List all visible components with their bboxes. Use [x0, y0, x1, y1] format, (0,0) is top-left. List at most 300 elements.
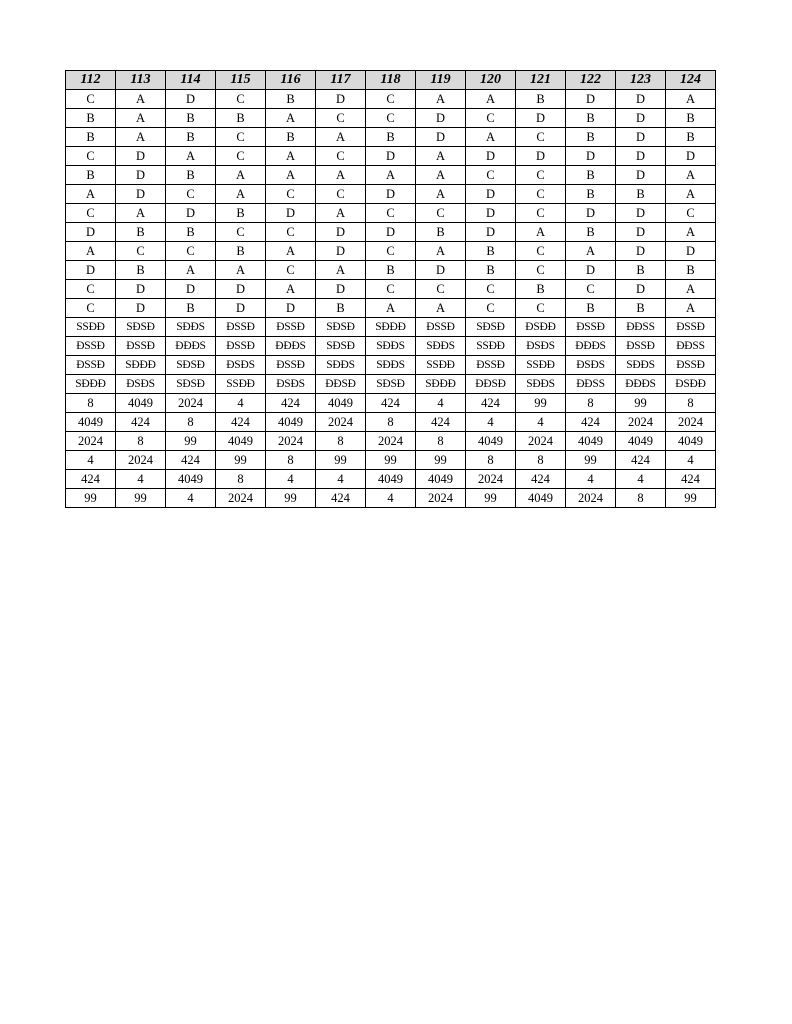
exam-code-header: 123 — [616, 71, 666, 90]
answer-cell: A — [366, 299, 416, 318]
answer-key-body — [66, 90, 716, 508]
answer-cell: D — [616, 147, 666, 166]
answer-cell: D — [616, 242, 666, 261]
answer-cell: A — [666, 185, 716, 204]
answer-cell: D — [416, 109, 466, 128]
answer-cell: ĐĐSS — [616, 318, 666, 337]
exam-code-header: 115 — [216, 71, 266, 90]
table-row — [66, 489, 716, 508]
answer-cell: 4049 — [416, 470, 466, 489]
answer-cell: A — [116, 90, 166, 109]
answer-cell: 2024 — [366, 432, 416, 451]
answer-cell: 99 — [666, 489, 716, 508]
answer-cell: B — [566, 185, 616, 204]
answer-cell: SĐSĐ — [166, 375, 216, 394]
answer-cell: D — [366, 223, 416, 242]
answer-cell: A — [416, 147, 466, 166]
answer-cell: 424 — [566, 413, 616, 432]
answer-cell: B — [416, 223, 466, 242]
answer-cell: B — [566, 166, 616, 185]
answer-cell: D — [516, 147, 566, 166]
answer-cell: B — [616, 185, 666, 204]
answer-cell: 2024 — [566, 489, 616, 508]
answer-cell: A — [66, 242, 116, 261]
answer-cell: C — [66, 280, 116, 299]
answer-cell: ĐĐĐS — [266, 337, 316, 356]
answer-cell: D — [416, 128, 466, 147]
answer-cell: C — [216, 147, 266, 166]
answer-cell: A — [666, 299, 716, 318]
answer-cell: 2024 — [616, 413, 666, 432]
answer-cell: 4 — [166, 489, 216, 508]
answer-cell: A — [116, 109, 166, 128]
answer-cell: B — [166, 299, 216, 318]
answer-cell: 99 — [566, 451, 616, 470]
answer-cell: A — [466, 90, 516, 109]
answer-cell: 4 — [516, 413, 566, 432]
answer-cell: 4 — [616, 470, 666, 489]
answer-cell: B — [566, 128, 616, 147]
answer-cell: A — [316, 166, 366, 185]
table-row — [66, 413, 716, 432]
answer-cell: D — [466, 223, 516, 242]
answer-cell: 8 — [566, 394, 616, 413]
answer-cell: D — [616, 223, 666, 242]
answer-cell: C — [66, 90, 116, 109]
answer-cell: A — [166, 261, 216, 280]
answer-cell: SĐĐS — [416, 337, 466, 356]
answer-cell: D — [316, 242, 366, 261]
answer-cell: D — [616, 204, 666, 223]
answer-cell: D — [166, 204, 216, 223]
answer-cell: B — [266, 128, 316, 147]
answer-cell: D — [116, 280, 166, 299]
answer-cell: 2024 — [316, 413, 366, 432]
answer-cell: A — [516, 223, 566, 242]
answer-cell: A — [266, 280, 316, 299]
answer-cell: B — [216, 109, 266, 128]
answer-cell: 99 — [66, 489, 116, 508]
answer-cell: D — [366, 147, 416, 166]
answer-cell: D — [616, 128, 666, 147]
exam-code-header: 121 — [516, 71, 566, 90]
answer-cell: ĐĐSĐ — [466, 375, 516, 394]
answer-cell: D — [416, 261, 466, 280]
answer-cell: A — [166, 147, 216, 166]
answer-cell: 4049 — [566, 432, 616, 451]
answer-cell: B — [166, 223, 216, 242]
answer-cell: C — [66, 147, 116, 166]
table-row — [66, 204, 716, 223]
answer-cell: C — [266, 185, 316, 204]
answer-cell: C — [366, 280, 416, 299]
answer-key-header — [66, 71, 716, 90]
answer-cell: ĐSSĐ — [66, 337, 116, 356]
exam-code-header: 116 — [266, 71, 316, 90]
answer-cell: A — [116, 204, 166, 223]
table-row — [66, 261, 716, 280]
answer-cell: B — [116, 223, 166, 242]
answer-cell: C — [516, 242, 566, 261]
answer-cell: D — [566, 261, 616, 280]
answer-cell: ĐSSĐ — [116, 337, 166, 356]
answer-cell: ĐĐSĐ — [316, 375, 366, 394]
answer-cell: 8 — [666, 394, 716, 413]
answer-cell: ĐĐĐS — [616, 375, 666, 394]
answer-cell: 2024 — [666, 413, 716, 432]
answer-cell: D — [316, 280, 366, 299]
answer-cell: B — [516, 280, 566, 299]
answer-cell: C — [516, 261, 566, 280]
exam-code-header: 113 — [116, 71, 166, 90]
answer-cell: SSĐĐ — [466, 337, 516, 356]
answer-cell: ĐSĐĐ — [666, 375, 716, 394]
answer-cell: SĐĐS — [316, 356, 366, 375]
answer-cell: A — [666, 90, 716, 109]
answer-cell: A — [416, 299, 466, 318]
answer-cell: C — [466, 166, 516, 185]
answer-cell: D — [316, 90, 366, 109]
table-row — [66, 375, 716, 394]
answer-cell: 4 — [566, 470, 616, 489]
answer-cell: B — [566, 109, 616, 128]
answer-cell: B — [266, 90, 316, 109]
answer-cell: 424 — [166, 451, 216, 470]
answer-cell: A — [266, 147, 316, 166]
answer-cell: ĐSSĐ — [666, 356, 716, 375]
answer-cell: 424 — [466, 394, 516, 413]
exam-code-header: 114 — [166, 71, 216, 90]
answer-cell: A — [216, 166, 266, 185]
answer-cell: D — [116, 147, 166, 166]
answer-cell: ĐSSĐ — [466, 356, 516, 375]
answer-cell: B — [216, 204, 266, 223]
answer-cell: 2024 — [166, 394, 216, 413]
answer-cell: SĐĐS — [516, 375, 566, 394]
answer-cell: 8 — [166, 413, 216, 432]
exam-code-header: 124 — [666, 71, 716, 90]
answer-cell: 8 — [366, 413, 416, 432]
answer-cell: C — [316, 147, 366, 166]
answer-cell: D — [216, 299, 266, 318]
answer-cell: 424 — [216, 413, 266, 432]
answer-cell: SSĐĐ — [66, 318, 116, 337]
answer-cell: C — [516, 166, 566, 185]
answer-cell: 424 — [266, 394, 316, 413]
answer-cell: A — [666, 223, 716, 242]
answer-cell: B — [566, 223, 616, 242]
answer-cell: 2024 — [116, 451, 166, 470]
answer-cell: D — [66, 261, 116, 280]
answer-cell: C — [466, 109, 516, 128]
answer-cell: C — [416, 280, 466, 299]
answer-cell: 424 — [116, 413, 166, 432]
answer-cell: A — [416, 166, 466, 185]
answer-cell: SĐSĐ — [316, 337, 366, 356]
answer-cell: A — [416, 242, 466, 261]
table-row — [66, 90, 716, 109]
answer-cell: 8 — [216, 470, 266, 489]
answer-cell: ĐSĐĐ — [516, 318, 566, 337]
header-row — [66, 71, 716, 90]
answer-cell: C — [366, 242, 416, 261]
answer-cell: C — [366, 90, 416, 109]
answer-cell: 99 — [316, 451, 366, 470]
answer-cell: ĐSĐS — [116, 375, 166, 394]
answer-cell: 99 — [416, 451, 466, 470]
answer-cell: B — [166, 128, 216, 147]
table-row — [66, 451, 716, 470]
answer-cell: B — [566, 299, 616, 318]
table-row — [66, 147, 716, 166]
answer-cell: 4 — [116, 470, 166, 489]
answer-cell: D — [466, 147, 516, 166]
answer-cell: B — [666, 128, 716, 147]
answer-cell: D — [216, 280, 266, 299]
answer-cell: C — [516, 204, 566, 223]
answer-cell: 424 — [366, 394, 416, 413]
answer-cell: 2024 — [516, 432, 566, 451]
answer-cell: 4 — [266, 470, 316, 489]
answer-cell: 4049 — [166, 470, 216, 489]
answer-cell: D — [566, 204, 616, 223]
answer-cell: C — [466, 299, 516, 318]
answer-cell: D — [616, 90, 666, 109]
answer-cell: 4 — [466, 413, 516, 432]
answer-cell: A — [266, 166, 316, 185]
answer-cell: B — [366, 261, 416, 280]
answer-cell: SĐĐS — [366, 356, 416, 375]
answer-cell: C — [566, 280, 616, 299]
answer-cell: B — [66, 166, 116, 185]
exam-code-header: 120 — [466, 71, 516, 90]
table-row — [66, 128, 716, 147]
answer-cell: SĐĐĐ — [416, 375, 466, 394]
answer-cell: A — [266, 109, 316, 128]
answer-cell: D — [316, 223, 366, 242]
answer-cell: 8 — [66, 394, 116, 413]
answer-cell: C — [166, 242, 216, 261]
table-row — [66, 166, 716, 185]
answer-cell: 4 — [316, 470, 366, 489]
table-row — [66, 299, 716, 318]
answer-cell: C — [66, 299, 116, 318]
answer-cell: 8 — [116, 432, 166, 451]
answer-cell: C — [516, 185, 566, 204]
table-row — [66, 394, 716, 413]
answer-cell: B — [166, 166, 216, 185]
answer-cell: 2024 — [66, 432, 116, 451]
answer-cell: SĐĐĐ — [366, 318, 416, 337]
answer-cell: 8 — [266, 451, 316, 470]
answer-cell: 99 — [166, 432, 216, 451]
answer-cell: SSĐĐ — [516, 356, 566, 375]
answer-cell: C — [316, 185, 366, 204]
answer-cell: 99 — [366, 451, 416, 470]
exam-code-header: 122 — [566, 71, 616, 90]
answer-cell: 8 — [516, 451, 566, 470]
answer-cell: D — [116, 299, 166, 318]
answer-cell: B — [466, 242, 516, 261]
table-row — [66, 470, 716, 489]
answer-cell: B — [666, 109, 716, 128]
answer-cell: C — [216, 128, 266, 147]
answer-cell: C — [516, 128, 566, 147]
answer-cell: B — [166, 109, 216, 128]
answer-cell: A — [366, 166, 416, 185]
answer-cell: 4049 — [266, 413, 316, 432]
answer-cell: 99 — [216, 451, 266, 470]
answer-cell: B — [616, 261, 666, 280]
answer-cell: D — [616, 280, 666, 299]
answer-cell: 99 — [266, 489, 316, 508]
answer-cell: D — [466, 204, 516, 223]
answer-cell: A — [566, 242, 616, 261]
answer-cell: 4049 — [616, 432, 666, 451]
answer-cell: ĐSSĐ — [566, 318, 616, 337]
answer-cell: ĐSĐS — [566, 356, 616, 375]
answer-cell: C — [366, 109, 416, 128]
answer-cell: 424 — [416, 413, 466, 432]
answer-cell: D — [616, 109, 666, 128]
answer-cell: ĐSSĐ — [416, 318, 466, 337]
answer-cell: D — [116, 185, 166, 204]
exam-code-header: 117 — [316, 71, 366, 90]
answer-cell: 4049 — [516, 489, 566, 508]
answer-cell: 4049 — [216, 432, 266, 451]
answer-cell: 424 — [66, 470, 116, 489]
answer-cell: ĐĐSS — [666, 337, 716, 356]
answer-cell: SĐSĐ — [116, 318, 166, 337]
answer-cell: 8 — [416, 432, 466, 451]
table-row — [66, 185, 716, 204]
answer-cell: C — [266, 261, 316, 280]
answer-cell: ĐSSĐ — [216, 337, 266, 356]
answer-cell: A — [66, 185, 116, 204]
answer-cell: ĐĐĐS — [166, 337, 216, 356]
table-row — [66, 280, 716, 299]
answer-cell: B — [66, 109, 116, 128]
answer-cell: SĐĐS — [366, 337, 416, 356]
answer-cell: A — [466, 128, 516, 147]
answer-cell: ĐSSĐ — [666, 318, 716, 337]
answer-cell: D — [116, 166, 166, 185]
answer-cell: C — [316, 109, 366, 128]
answer-cell: A — [266, 242, 316, 261]
exam-code-header: 112 — [66, 71, 116, 90]
answer-cell: 4049 — [316, 394, 366, 413]
answer-cell: B — [366, 128, 416, 147]
answer-cell: ĐSĐS — [216, 356, 266, 375]
answer-cell: B — [316, 299, 366, 318]
answer-cell: 2024 — [216, 489, 266, 508]
table-row — [66, 356, 716, 375]
table-row — [66, 109, 716, 128]
answer-cell: ĐĐSS — [566, 375, 616, 394]
answer-cell: SĐSĐ — [166, 356, 216, 375]
answer-cell: 424 — [316, 489, 366, 508]
answer-cell: A — [216, 261, 266, 280]
answer-cell: ĐSSĐ — [66, 356, 116, 375]
answer-cell: B — [216, 242, 266, 261]
table-row — [66, 223, 716, 242]
answer-cell: 2024 — [266, 432, 316, 451]
answer-cell: A — [316, 261, 366, 280]
table-row — [66, 242, 716, 261]
answer-cell: A — [316, 128, 366, 147]
table-row — [66, 337, 716, 356]
answer-cell: ĐSĐS — [266, 375, 316, 394]
answer-cell: D — [566, 147, 616, 166]
answer-cell: B — [666, 261, 716, 280]
answer-cell: 8 — [316, 432, 366, 451]
answer-cell: 8 — [616, 489, 666, 508]
answer-cell: B — [66, 128, 116, 147]
answer-cell: D — [516, 109, 566, 128]
answer-cell: 4049 — [466, 432, 516, 451]
answer-cell: SĐĐS — [616, 356, 666, 375]
answer-cell: D — [266, 204, 316, 223]
answer-cell: C — [116, 242, 166, 261]
answer-cell: SĐĐĐ — [66, 375, 116, 394]
answer-cell: D — [566, 90, 616, 109]
answer-cell: D — [166, 280, 216, 299]
answer-cell: D — [66, 223, 116, 242]
answer-key-table — [65, 70, 716, 508]
answer-cell: D — [166, 90, 216, 109]
answer-cell: A — [316, 204, 366, 223]
answer-cell: 4 — [366, 489, 416, 508]
answer-cell: 2024 — [466, 470, 516, 489]
answer-cell: A — [116, 128, 166, 147]
table-row — [66, 318, 716, 337]
answer-cell: D — [666, 147, 716, 166]
answer-cell: C — [266, 223, 316, 242]
answer-cell: 424 — [516, 470, 566, 489]
answer-cell: ĐSSĐ — [616, 337, 666, 356]
answer-cell: C — [216, 223, 266, 242]
answer-cell: 99 — [616, 394, 666, 413]
answer-cell: C — [166, 185, 216, 204]
answer-cell: D — [466, 185, 516, 204]
answer-cell: C — [666, 204, 716, 223]
answer-cell: SSĐĐ — [216, 375, 266, 394]
answer-cell: D — [616, 166, 666, 185]
answer-cell: D — [666, 242, 716, 261]
answer-cell: SĐSĐ — [366, 375, 416, 394]
answer-cell: B — [116, 261, 166, 280]
answer-cell: A — [666, 280, 716, 299]
answer-cell: B — [466, 261, 516, 280]
answer-cell: D — [366, 185, 416, 204]
answer-cell: SĐSĐ — [466, 318, 516, 337]
answer-cell: C — [516, 299, 566, 318]
answer-cell: ĐĐĐS — [566, 337, 616, 356]
answer-cell: 99 — [466, 489, 516, 508]
answer-cell: 4049 — [366, 470, 416, 489]
answer-cell: 424 — [666, 470, 716, 489]
answer-cell: B — [516, 90, 566, 109]
answer-cell: A — [666, 166, 716, 185]
answer-cell: 4049 — [66, 413, 116, 432]
answer-cell: 424 — [616, 451, 666, 470]
answer-cell: SĐSĐ — [316, 318, 366, 337]
answer-cell: C — [216, 90, 266, 109]
answer-cell: 4049 — [116, 394, 166, 413]
answer-cell: 99 — [516, 394, 566, 413]
answer-cell: C — [416, 204, 466, 223]
exam-code-header: 118 — [366, 71, 416, 90]
